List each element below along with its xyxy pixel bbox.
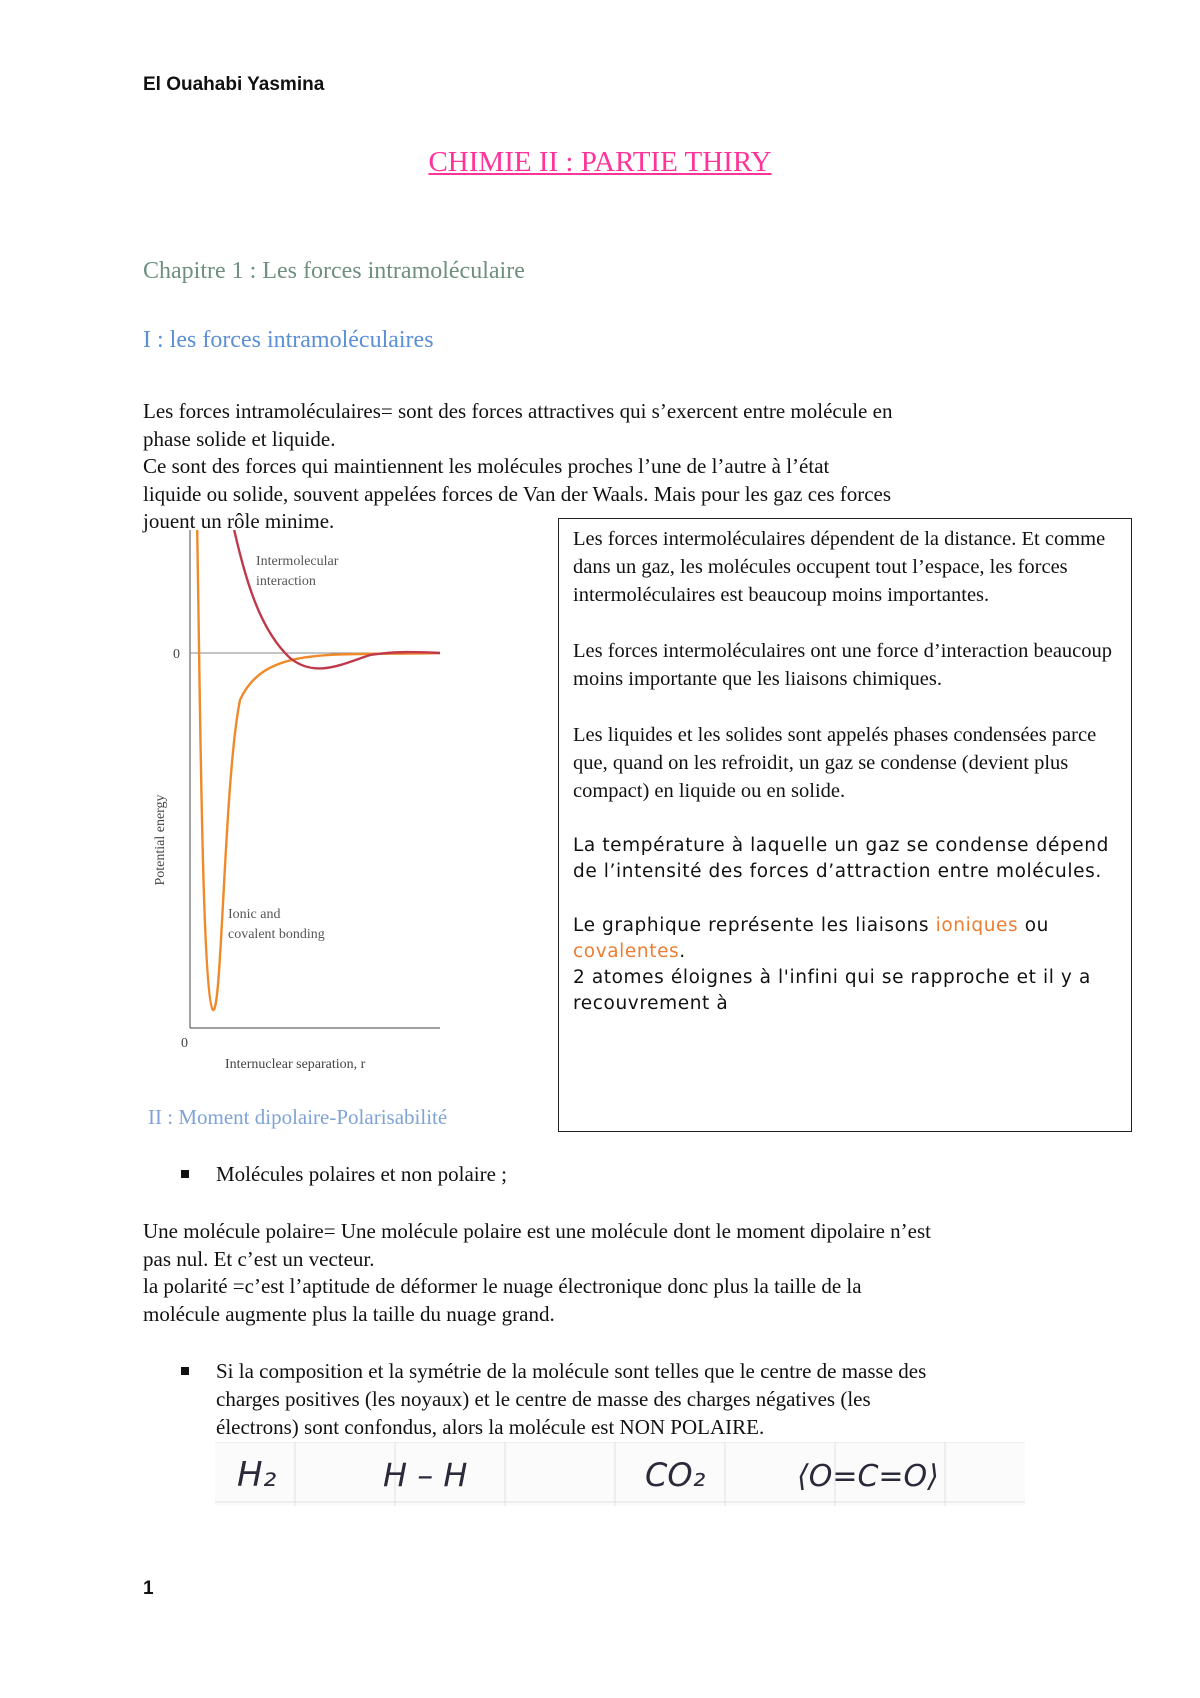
text-line: pas nul. Et c’est un vecteur. <box>143 1246 375 1271</box>
text-line: charges positives (les noyaux) et le centre de masse des charges négatives (les <box>216 1387 871 1411</box>
x-axis-label: Internuclear separation, r <box>225 1057 366 1072</box>
y-zero-tick-label: 0 <box>173 647 180 662</box>
h-h-structure: H – H <box>383 1456 468 1494</box>
bullet-text: Molécules polaires et non polaire ; <box>216 1162 507 1186</box>
paragraph-polar-molecule <box>143 1218 1043 1328</box>
o-c-o-structure: ⟨O=C=O⟩ <box>797 1459 939 1494</box>
bullet-item <box>216 1357 926 1441</box>
explanation-box <box>558 518 1132 1132</box>
chapter-heading: Chapitre 1 : Les forces intramoléculaire <box>143 258 525 284</box>
paragraph-intramolecular <box>143 398 1043 536</box>
x-zero-tick-label: 0 <box>181 1036 188 1051</box>
y-axis-label: Potential energy <box>153 794 168 886</box>
text-line: électrons) sont confondus, alors la molécule est NON POLAIRE. <box>216 1415 765 1439</box>
period-text: . <box>679 941 686 962</box>
text-line: Les forces intramoléculaires= sont des forces attractives qui s’exercent entre molécule en <box>143 399 893 423</box>
text-line: Si la composition et la symétrie de la molécule sont telles que le centre de masse des <box>216 1359 927 1383</box>
section-heading-1: I : les forces intramoléculaires <box>143 327 434 353</box>
section-heading-2: II : Moment dipolaire-Polarisabilité <box>148 1105 448 1129</box>
intermolecular-label-line2: interaction <box>256 574 316 589</box>
intermolecular-curve <box>232 530 440 668</box>
box-paragraph: La température à laquelle un gaz se condense dépend de l’intensité des forces d’attraction entre molécules. <box>573 835 1109 882</box>
text-line: phase solide et liquide. <box>143 426 336 451</box>
box-paragraph: 2 atomes éloignes à l'infini qui se rapproche et il y a recouvrement à <box>573 967 1091 1014</box>
text-line: jouent un rôle minime. <box>143 509 335 533</box>
page-number: 1 <box>143 1578 154 1599</box>
document-title: CHIMIE II : PARTIE THIRY <box>428 146 772 178</box>
box-paragraph: Les forces intermoléculaires dépendent de la distance. Et comme dans un gaz, les molécules occupent tout l’espace, les forces intermoléculaires est beaucoup moins importantes. <box>573 528 1106 606</box>
bullet-square-icon <box>181 1170 189 1178</box>
box-paragraph: Les liquides et les solides sont appelés phases condensées parce que, quand on les refroidit, un gaz se condense (devient plus compact) en liquide ou en solide. <box>573 724 1097 802</box>
potential-energy-chart <box>140 530 450 1090</box>
bullet-square-icon <box>181 1367 189 1375</box>
ionic-label-line2: covalent bonding <box>228 927 325 942</box>
intermolecular-label-line1: Intermolecular <box>256 554 339 569</box>
ionic-label-line1: Ionic and <box>228 907 281 922</box>
h2-formula: H₂ <box>237 1455 277 1495</box>
author-name: El Ouahabi Yasmina <box>143 74 325 95</box>
text-line: molécule augmente plus la taille du nuage grand. <box>143 1301 555 1326</box>
box-paragraph-graph <box>573 913 1119 965</box>
text-line: Une molécule polaire= Une molécule polaire est une molécule dont le moment dipolaire n’est <box>143 1219 931 1243</box>
graph-text: Le graphique représente les liaisons <box>573 915 936 936</box>
covalentes-highlight: covalentes <box>573 941 680 962</box>
handwritten-examples <box>215 1442 1025 1506</box>
text-line: la polarité =c’est l’aptitude de déformer le nuage électronique donc plus la taille de la <box>143 1274 862 1298</box>
co2-formula: CO₂ <box>645 1456 706 1494</box>
box-paragraph: Les forces intermoléculaires ont une force d’interaction beaucoup moins importante que les liaisons chimiques. <box>573 640 1113 690</box>
text-line: liquide ou solide, souvent appelées forces de Van der Waals. Mais pour les gaz ces forces <box>143 481 892 506</box>
ou-text: ou <box>1018 915 1049 936</box>
bullet-item <box>216 1160 507 1188</box>
ioniques-highlight: ioniques <box>935 915 1019 936</box>
text-line: Ce sont des forces qui maintiennent les molécules proches l’une de l’autre à l’état <box>143 454 830 478</box>
